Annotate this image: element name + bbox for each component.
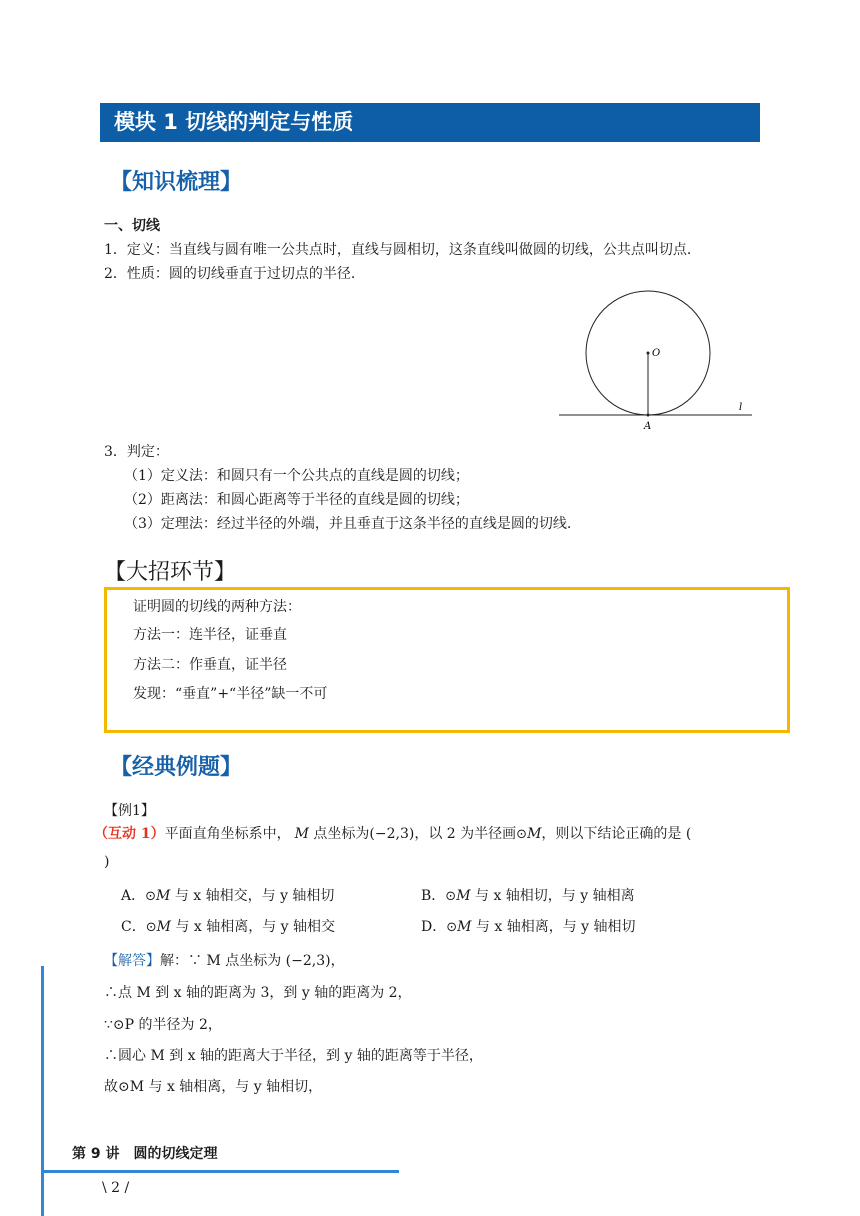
interact-tag: （互动 1） — [94, 826, 165, 842]
question-coord: (−2,3) — [369, 826, 415, 842]
section-heading-tangent: 一、切线 — [104, 218, 160, 234]
judgement-item: 3．判定： — [104, 444, 169, 460]
question-line — [94, 824, 691, 845]
option-b-letter: B． — [421, 888, 446, 904]
option-c-text: 与 x 轴相离，与 y 轴相交 — [170, 919, 336, 935]
method-2: （2）距离法：和圆心距离等于半径的直线是圆的切线； — [124, 492, 469, 508]
question-M: M — [294, 826, 309, 842]
answer-line-1 — [104, 951, 345, 971]
circle-dot-icon: ⊙ — [445, 889, 457, 904]
circle-dot-icon: ⊙ — [145, 889, 157, 904]
circle-dot-icon: ⊙ — [516, 827, 528, 842]
property-item: 2．性质：圆的切线垂直于过切点的半径. — [104, 266, 356, 282]
question-text-1: 平面直角坐标系中， — [164, 826, 291, 842]
center-point — [647, 352, 650, 355]
option-c-M: M — [156, 919, 171, 935]
knowledge-section-title: 【知识梳理】 — [110, 170, 243, 195]
tangent-circle-diagram — [555, 285, 760, 435]
tip-line-4: 发现：“垂直”+“半径”缺一不可 — [133, 686, 328, 702]
answer-text-1: 解：∵ M 点坐标为 (−2,3)， — [160, 953, 345, 969]
answer-line-4: ∴圆心 M 到 x 轴的距离大于半径，到 y 轴的距离等于半径， — [104, 1048, 483, 1064]
circle-dot-icon: ⊙ — [145, 920, 157, 935]
question-M-2: M — [527, 826, 542, 842]
example-tag: 【例1】 — [104, 803, 155, 819]
option-c[interactable] — [121, 917, 335, 938]
page-number: \ 2 / — [102, 1180, 130, 1196]
label-O: O — [652, 348, 661, 359]
option-a-M: M — [156, 888, 171, 904]
option-b-text: 与 x 轴相切，与 y 轴相离 — [470, 888, 635, 904]
answer-line-3: ∵⊙P 的半径为 2， — [104, 1017, 222, 1033]
answer-line-5: 故⊙M 与 x 轴相离，与 y 轴相切， — [104, 1079, 323, 1095]
option-b-M: M — [456, 888, 471, 904]
tip-line-3: 方法二：作垂直，证半径 — [133, 657, 287, 673]
option-c-letter: C． — [121, 919, 146, 935]
method-1: （1）定义法：和圆只有一个公共点的直线是圆的切线； — [124, 468, 469, 484]
tip-line-2: 方法一：连半径，证垂直 — [133, 627, 287, 643]
answer-tag: 【解答】 — [104, 953, 160, 969]
option-d[interactable] — [421, 917, 636, 938]
tangent-point — [647, 414, 650, 417]
option-a-letter: A． — [121, 888, 146, 904]
option-a[interactable] — [121, 886, 334, 907]
example-section-title: 【经典例题】 — [110, 755, 243, 780]
option-b[interactable] — [421, 886, 635, 907]
option-d-letter: D． — [421, 919, 447, 935]
circle-dot-icon: ⊙ — [446, 920, 458, 935]
question-text-3: ，以 2 为半径画 — [414, 826, 517, 842]
definition-item: 1．定义：当直线与圆有唯一公共点时，直线与圆相切，这条直线叫做圆的切线，公共点叫切点. — [104, 242, 692, 258]
trick-section-title: 【大招环节】 — [104, 560, 237, 585]
option-d-M: M — [457, 919, 472, 935]
tip-line-1: 证明圆的切线的两种方法： — [133, 599, 301, 615]
option-d-text: 与 x 轴相离，与 y 轴相切 — [471, 919, 636, 935]
option-a-text: 与 x 轴相交，与 y 轴相切 — [170, 888, 335, 904]
footer-lecture-title: 第 9 讲 圆的切线定理 — [72, 1146, 218, 1162]
question-text-4: ，则以下结论正确的是 ( — [541, 826, 692, 842]
module-title-bar: 模块 1 切线的判定与性质 — [100, 103, 760, 142]
footer-vertical-rule — [41, 966, 44, 1216]
label-A: A — [644, 421, 652, 432]
method-3: （3）定理法：经过半径的外端，并且垂直于这条半径的直线是圆的切线. — [124, 516, 572, 532]
footer-horizontal-rule — [41, 1170, 399, 1173]
question-text-2: 点坐标为 — [308, 826, 370, 842]
question-close-paren: ) — [104, 854, 110, 870]
label-l: l — [739, 402, 743, 413]
answer-line-2: ∴点 M 到 x 轴的距离为 3，到 y 轴的距离为 2， — [104, 985, 412, 1001]
